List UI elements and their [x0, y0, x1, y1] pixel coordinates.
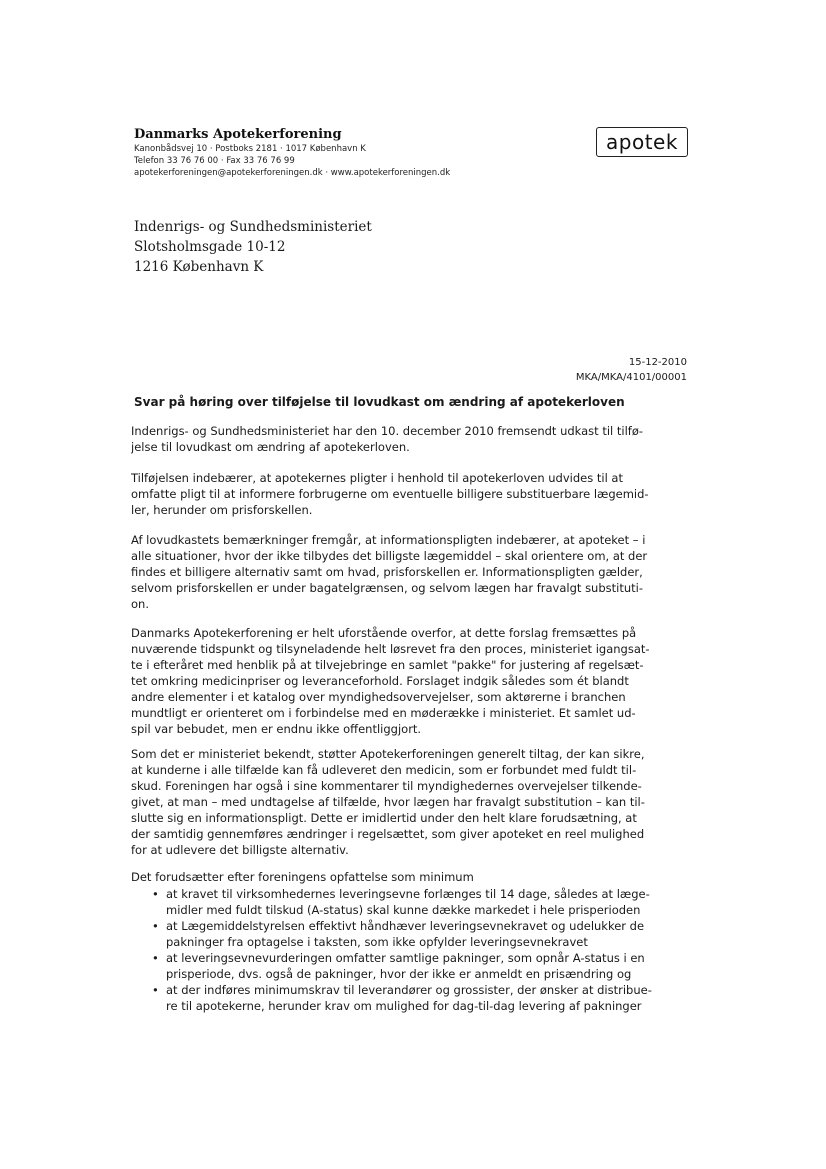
organization-name: Danmarks Apotekerforening: [134, 127, 342, 142]
paragraph: [131, 625, 687, 737]
text-line: ler, herunder om prisforskellen.: [131, 503, 313, 517]
apotek-logo: apotek: [596, 127, 688, 157]
letterhead-address: Kanonbådsvej 10 · Postboks 2181 · 1017 København K: [134, 144, 366, 154]
text-line: midler med fuldt tilskud (A-status) skal kunne dække markedet i hele prisperioden: [166, 903, 641, 917]
text-line: prisperiode, dvs. også de pakninger, hvor der ikke er anmeldt en prisændring og: [166, 967, 632, 981]
letter-subject: Svar på høring over tilføjelse til lovudkast om ændring af apotekerloven: [134, 395, 625, 409]
text-line: slutte sig en informationspligt. Dette er imidlertid under den helt klare forudsætning, at: [131, 811, 637, 825]
text-line: skud. Foreningen har også i sine kommentarer til myndighedernes overvejelser tilkende-: [131, 779, 642, 793]
recipient-line: Indenrigs- og Sundhedsministeriet: [134, 219, 372, 235]
text-line: pakninger fra optagelse i taksten, som ikke opfylder leveringsevnekravet: [166, 935, 588, 949]
letter-meta: [576, 355, 687, 385]
text-line: for at udlevere det billigste alternativ.: [131, 843, 349, 857]
list-item: [150, 950, 690, 982]
text-line: Tilføjelsen indebærer, at apotekernes pligter i henhold til apotekerloven udvides til at: [131, 471, 623, 485]
text-line: Danmarks Apotekerforening er helt uforstående overfor, at dette forslag fremsættes på: [131, 626, 637, 640]
text-line: Indenrigs- og Sundhedsministeriet har den 10. december 2010 fremsendt udkast til tilfø-: [131, 424, 644, 438]
text-line: jelse til lovudkast om ændring af apotekerloven.: [131, 440, 410, 454]
paragraph: [131, 869, 687, 885]
recipient-line: Slotsholmsgade 10-12: [134, 239, 286, 255]
text-line: givet, at man – med undtagelse af tilfælde, hvor lægen har fravalgt substitution – kan til-: [131, 795, 645, 809]
text-line: te i efteråret med henblik på at tilvejebringe en samlet "pakke" for justering af regelsæt-: [131, 658, 644, 672]
text-line: selvom prisforskellen er under bagatelgrænsen, og selvom lægen har fravalgt substituti-: [131, 581, 643, 595]
paragraph: [131, 423, 687, 455]
paragraph: [131, 746, 687, 858]
letter-date: 15-12-2010: [628, 357, 687, 368]
list-item: [150, 982, 690, 1014]
text-line: mundtligt er orienteret om i forbindelse med en møderække i ministeriet. Et samlet ud-: [131, 706, 636, 720]
paragraph: [131, 532, 687, 612]
text-line: Af lovudkastets bemærkninger fremgår, at informationspligten indebærer, at apoteket – i: [131, 533, 646, 547]
text-line: • at der indføres minimumskrav til leverandører og grossister, der ønsker at distribue-: [166, 983, 652, 997]
list-item: [150, 918, 690, 950]
text-line: andre elementer i et katalog over myndighedsovervejelser, som aktørerne i branchen: [131, 690, 626, 704]
text-line: Som det er ministeriet bekendt, støtter Apotekerforeningen generelt tiltag, der kan sikre,: [131, 747, 645, 761]
recipient-line: 1216 København K: [134, 259, 264, 275]
text-line: on.: [131, 597, 149, 611]
list-item: [150, 886, 690, 918]
text-line: spil var bebudet, men er endnu ikke offentliggjort.: [131, 722, 422, 736]
paragraph: [131, 470, 687, 518]
text-line: findes et billigere alternativ samt om hvad, prisforskellen er. Informationspligten gælder,: [131, 565, 643, 579]
requirements-list: [150, 886, 690, 1014]
letterhead-phone: Telefon 33 76 76 00 · Fax 33 76 76 99: [134, 156, 295, 166]
letterhead: [134, 127, 450, 179]
recipient-address: [134, 217, 372, 277]
text-line: • at Lægemiddelstyrelsen effektivt håndhæver leveringsevnekravet og udelukker de: [166, 919, 645, 933]
text-line: • at kravet til virksomhedernes leveringsevne forlænges til 14 dage, således at læge-: [166, 887, 650, 901]
text-line: at kunderne i alle tilfælde kan få udleveret den medicin, som er forbundet med fuldt til-: [131, 763, 637, 777]
text-line: re til apotekerne, herunder krav om mulighed for dag-til-dag levering af pakninger: [166, 999, 642, 1013]
text-line: der samtidig gennemføres ændringer i regelsættet, som giver apoteket en reel mulighed: [131, 827, 645, 841]
text-line: Det forudsætter efter foreningens opfattelse som minimum: [131, 870, 474, 884]
text-line: omfatte pligt til at informere forbrugerne om eventuelle billigere substituerbare lægemid-: [131, 487, 649, 501]
text-line: nuværende tidspunkt og tilsyneladende helt løsrevet fra den proces, ministeriet igangsat-: [131, 642, 650, 656]
text-line: alle situationer, hvor der ikke tilbydes det billigste lægemiddel – skal orientere om, at der: [131, 549, 648, 563]
text-line: tet omkring medicinpriser og leveranceforhold. Forslaget indgik således som ét blandt: [131, 674, 629, 688]
text-line: • at leveringsevnevurderingen omfatter samtlige pakninger, som opnår A-status i en: [166, 951, 645, 965]
letterhead-contact: apotekerforeningen@apotekerforeningen.dk · www.apotekerforeningen.dk: [134, 168, 451, 178]
letter-reference: MKA/MKA/4101/00001: [575, 372, 687, 383]
